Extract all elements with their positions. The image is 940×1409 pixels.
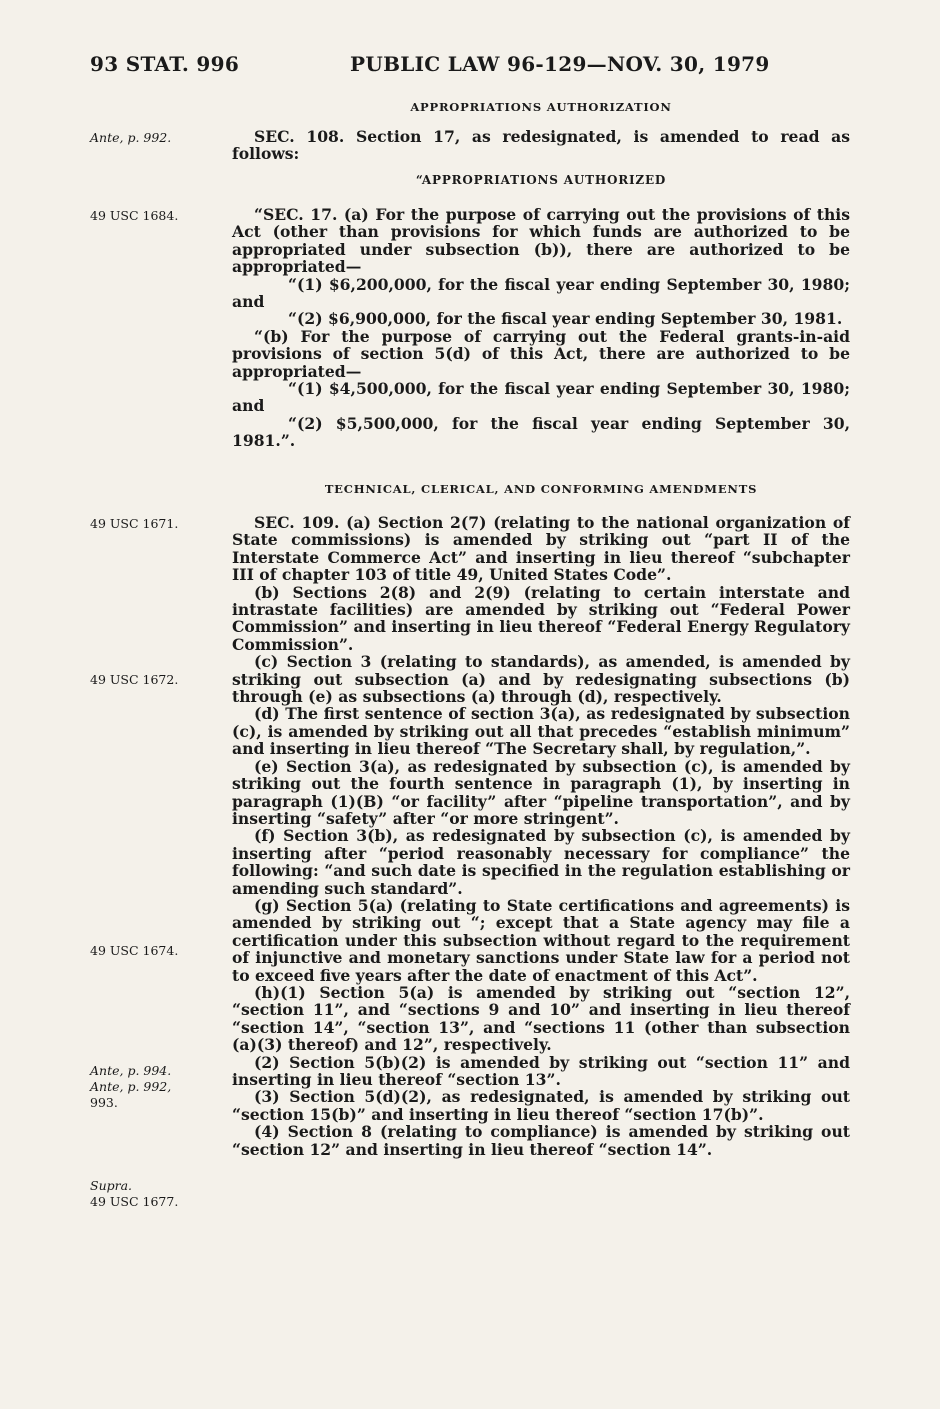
margin-note-49usc1671: 49 USC 1671. — [90, 516, 179, 531]
sec109-d: (d) The first sentence of section 3(a), as redesignated by subsection (c), is amended by striking out all that precedes “establish minimum” and inserting in lieu thereof “The Secretary shall, by regulation,”. — [232, 704, 850, 759]
margin-note-supra: Supra. — [90, 1178, 133, 1193]
heading-appropriations-authorization: APPROPRIATIONS AUTHORIZATION — [410, 100, 672, 114]
sec17-a: “SEC. 17. (a) For the purpose of carrying out the provisions of this Act (other than provisions for which funds are authorized to be appropriated under subsection (b)), there are authorized to be appropriated— — [232, 205, 850, 277]
sec17-a1: “(1) $6,200,000, for the fiscal year ending September 30, 1980; and — [232, 274, 850, 312]
margin-note-ante-992-993: Ante, p. 992, 993. — [90, 1079, 172, 1110]
sec109-g: (g) Section 5(a) (relating to State certifications and agreements) is amended by striking out “; except that a State agency may file a certification under this subsection without regard to the requirement of injunctive and monetary sanctions under State law for a period not to exceed five years after the date of enactment of this Act”. — [232, 895, 850, 985]
margin-note-49usc1672: 49 USC 1672. — [90, 672, 179, 687]
margin-note-ante-994: Ante, p. 994. — [90, 1063, 172, 1078]
margin-note-49usc1677: 49 USC 1677. — [90, 1194, 179, 1209]
page-header — [90, 52, 850, 82]
sec109-e: (e) Section 3(a), as redesignated by subsection (c), is amended by striking out the fourth sentence in paragraph (1), by inserting in paragraph (1)(B) “or facility” after “pipeline transportation”, and by inserting “safety” after “or more stringent”. — [232, 756, 850, 828]
sec109-h4: (4) Section 8 (relating to compliance) is amended by striking out “section 12” and inserting in lieu thereof “section 14”. — [232, 1122, 850, 1159]
heading-technical-amendments: TECHNICAL, CLERICAL, AND CONFORMING AMENDMENTS — [324, 482, 758, 496]
sec109-h1: (h)(1) Section 5(a) is amended by striking out “section 12”, “section 11”, and “sections 9 and 10” and inserting in lieu thereof “section 14”, “section 13”, and “sections 11 (other than subsection (a)(3) thereof) and 12”, respectively. — [232, 982, 850, 1055]
heading-appropriations-authorized: “APPROPRIATIONS AUTHORIZED — [415, 173, 667, 187]
sec17-a2: “(2) $6,900,000, for the fiscal year ending September 30, 1981. — [288, 309, 843, 329]
stat-reference: 93 STAT. 996 — [90, 52, 240, 76]
sec109-a: SEC. 109. (a) Section 2(7) (relating to the national organization of State commissions) is amended by striking out “part II of the Interstate Commerce Act” and inserting in lieu thereof “subchapter III of chapter 103 of title 49, United States Code”. — [232, 513, 850, 585]
sec109-f: (f) Section 3(b), as redesignated by subsection (c), is amended by inserting after “period reasonably necessary for compliance” the following: “and such date is specified in the regulation establishing or amending such standard”. — [232, 826, 850, 898]
margin-note-49usc1674: 49 USC 1674. — [90, 943, 179, 958]
sec17-b: “(b) For the purpose of carrying out the Federal grants-in-aid provisions of section 5(d) of this Act, there are authorized to be appropriated— — [232, 326, 850, 381]
sec109-body — [232, 514, 850, 1158]
sec109-h2: (2) Section 5(b)(2) is amended by striking out “section 11” and inserting in lieu thereof “section 13”. — [232, 1052, 850, 1089]
sec108-intro: SEC. 108. Section 17, as redesignated, is amended to read as follows: — [232, 127, 850, 164]
sec109-h3: (3) Section 5(d)(2), as redesignated, is amended by striking out “section 15(b)” and inserting in lieu thereof “section 17(b)”. — [232, 1087, 850, 1124]
sec108-body — [232, 206, 850, 450]
sec109-c: (c) Section 3 (relating to standards), as amended, is amended by striking out subsection (a) and by redesignating subsections (b) through (e) as subsections (a) through (d), respectively. — [232, 652, 850, 707]
sec109-b: (b) Sections 2(8) and 2(9) (relating to certain interstate and intrastate facilities) are amended by striking out “Federal Power Commission” and inserting in lieu thereof “Federal Energy Regulatory Commission”. — [232, 582, 850, 654]
sec17-b1: “(1) $4,500,000, for the fiscal year ending September 30, 1980; and — [232, 379, 850, 416]
sec17-b2: “(2) $5,500,000, for the fiscal year ending September 30, 1981.”. — [232, 413, 850, 451]
margin-note-49usc1684: 49 USC 1684. — [90, 208, 179, 223]
margin-note-ante-992: Ante, p. 992. — [90, 130, 172, 145]
law-title: PUBLIC LAW 96-129—NOV. 30, 1979 — [350, 52, 770, 76]
